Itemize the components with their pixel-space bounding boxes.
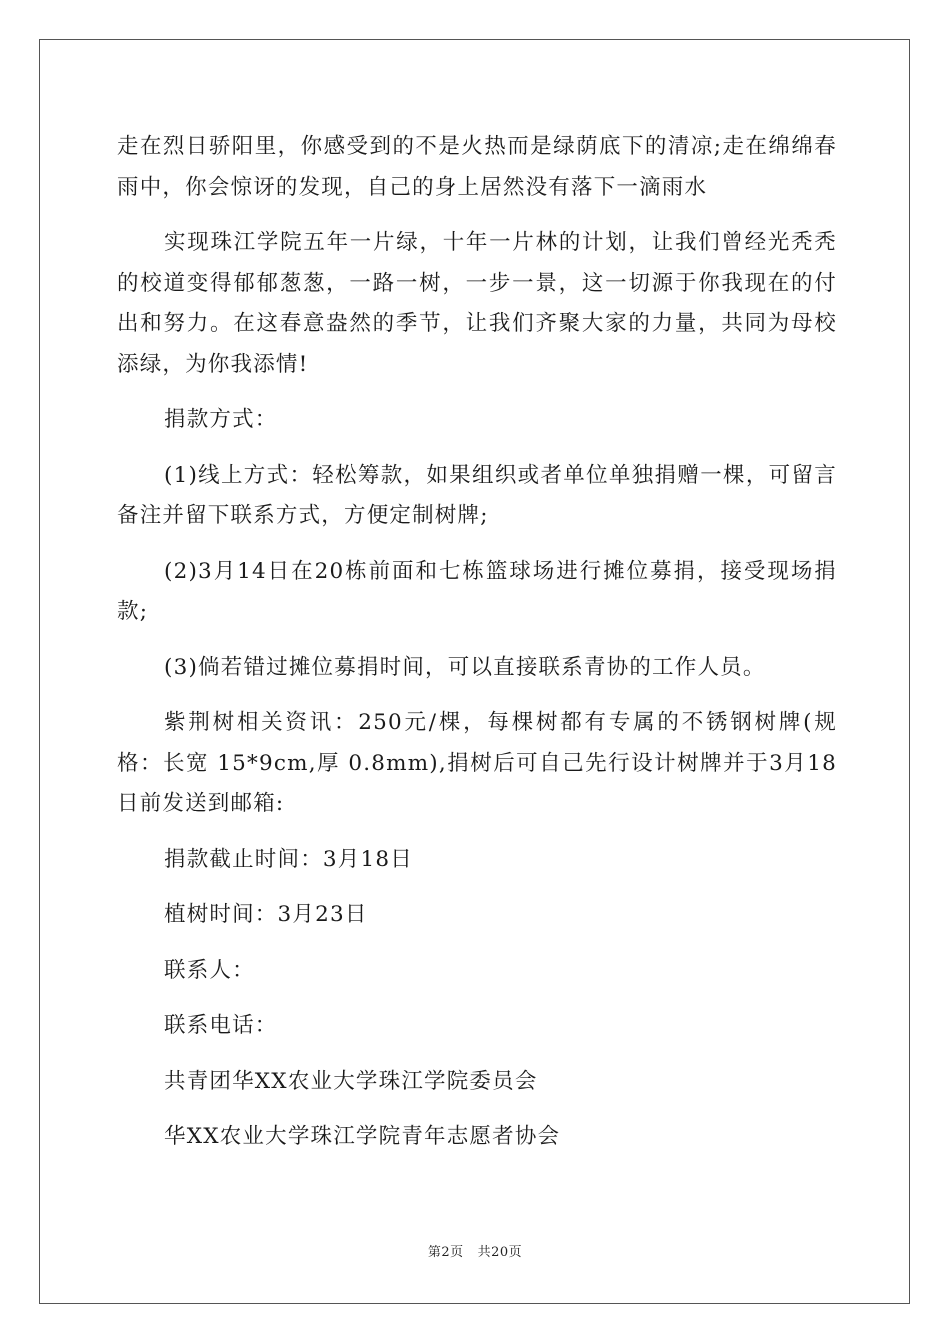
paragraph-contact-phone: 联系电话： [164,1013,278,1038]
paragraph-organizer-volunteers: 华XX农业大学珠江学院青年志愿者协会 [164,1124,561,1149]
paragraph-shade-intro: 走在烈日骄阳里，你感受到的不是火热而是绿荫底下的清凉;走在绵绵春雨中，你会惊讶的发现，自己的身上居然没有落下一滴雨水 [117,134,837,200]
paragraph-organizer-committee: 共青团华XX农业大学珠江学院委员会 [164,1068,538,1094]
paragraph-donation-methods-heading: 捐款方式： [164,407,278,432]
paragraph-campus-plan: 实现珠江学院五年一片绿，十年一片林的计划，让我们曾经光秃秃的校道变得郁郁葱葱，一路一树，一步一景，这一切源于你我现在的付出和努力。在这春意盎然的季节，让我们齐聚大家的力量，共同为母校添绿，为你我添情! [117,230,837,377]
page-number-current: 第2页 [427,1245,464,1260]
page-number-total: 共20页 [477,1245,523,1260]
paragraph-tree-info: 紫荆树相关资讯：250元/棵，每棵树都有专属的不锈钢树牌(规格：长宽 15*9cm,厚 0.8mm),捐树后可自己先行设计树牌并于3月18日前发送到邮箱: [117,710,837,816]
paragraph-planting-date: 植树时间：3月23日 [164,902,368,927]
paragraph-contact-person: 联系人： [164,957,255,983]
paragraph-method-online: (1)线上方式：轻松筹款，如果组织或者单位单独捐赠一棵，可留言备注并留下联系方式，方便定制树牌; [117,462,837,528]
paragraph-method-contact: (3)倘若错过摊位募捐时间，可以直接联系青协的工作人员。 [164,654,766,680]
paragraph-donation-deadline: 捐款截止时间：3月18日 [164,846,413,872]
page-footer [0,1241,950,1260]
document-body [117,127,837,1158]
paragraph-method-booth: (2)3月14日在20栋前面和七栋篮球场进行摊位募捐，接受现场捐款; [117,558,837,624]
